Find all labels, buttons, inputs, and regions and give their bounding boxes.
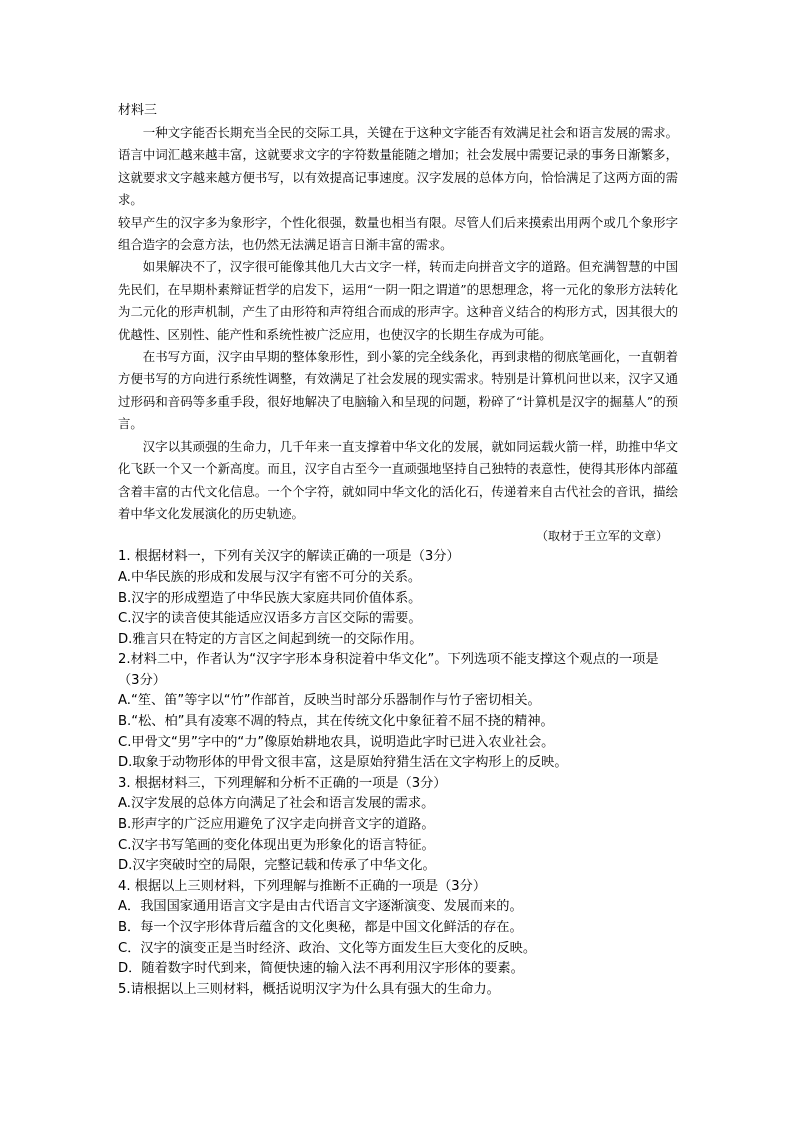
paragraph-1: 一种文字能否长期充当全民的交际工具，关键在于这种文字能否有效满足社会和语言发展的需求。语言中词汇越来越丰富，这就要求文字的字符数量能随之增加；社会发展中需要记录的事务日渐繁多，这就要求文字越来越方便书写，以有效提高记事速度。汉字发展的总体方向，恰恰满足了这两方面的需求。 bbox=[118, 125, 678, 208]
paragraph-2: 较早产生的汉字多为象形字，个性化很强，数量也相当有限。尽管人们后来摸索出用两个或几个象形字组合造字的会意方法，也仍然无法满足语言日渐丰富的需求。 bbox=[118, 214, 678, 253]
paragraph-4: 在书写方面，汉字由早期的整体象形性，到小篆的完全线条化，再到隶楷的彻底笔画化，一直朝着方便书写的方向进行系统性调整，有效满足了社会发展的现实需求。特别是计算机问世以来，汉字又通过形码和音码等多重手段，很好地解决了电脑输入和呈现的问题，粉碎了“计算机是汉字的掘墓人”的预言。 bbox=[118, 349, 678, 432]
question-4-option-b: B．每一个汉字形体背后蕴含的文化奥秘，都是中国文化鲜活的存在。 bbox=[118, 920, 523, 935]
paragraph-3: 如果解决不了，汉字很可能像其他几大古文字一样，转而走向拼音文字的道路。但充满智慧的中国先民们，在早期朴素辩证哲学的启发下，运用“一阴一阳之谓道”的思想理念，将一元化的象形方法转化为二元化的形声机制，产生了由形符和声符组合而成的形声字。这种音义结合的构形方式，因其很大的优越性、区别性、能产性和系统性被广泛应用，也使汉字的长期生存成为可能。 bbox=[118, 259, 678, 342]
material-title: 材料三 bbox=[118, 103, 158, 118]
paragraph-5: 汉字以其顽强的生命力，几千年来一直支撑着中华文化的发展，就如同运载火箭一样，助推中华文化飞跃一个又一个新高度。而且，汉字自古至今一直顽强地坚持自己独特的表意性，使得其形体内部蕴含着丰富的古代文化信息。一个个字符，就如同中华文化的活化石，传递着来自古代社会的音讯，描绘着中华文化发展演化的历史轨迹。 bbox=[118, 438, 678, 521]
document-page bbox=[118, 100, 678, 1000]
question-2-stem: 2.材料二中，作者认为“汉字字形本身积淀着中华文化”。下列选项不能支撑这个观点的一项是（3分） bbox=[118, 652, 659, 688]
question-4-option-c: C．汉字的演变正是当时经济、政治、文化等方面发生巨大变化的反映。 bbox=[118, 940, 537, 956]
question-3-option-b: B.形声字的广泛应用避免了汉字走向拼音文字的道路。 bbox=[118, 817, 435, 833]
question-3-option-a: A.汉字发展的总体方向满足了社会和语言发展的需求。 bbox=[118, 796, 435, 812]
question-1-option-b: B.汉字的形成塑造了中华民族大家庭共同价值体系。 bbox=[118, 590, 422, 606]
question-4-stem: 4. 根据以上三则材料，下列理解与推断不正确的一项是（3分） bbox=[118, 878, 487, 894]
question-2-option-d: D.取象于动物形体的甲骨文很丰富，这是原始狩猎生活在文字构形上的反映。 bbox=[118, 755, 568, 771]
question-1-option-d: D.雅言只在特定的方言区之间起到统一的交际作用。 bbox=[118, 631, 423, 647]
question-2-option-a: A.“笙、笛”等字以“竹”作部首，反映当时部分乐器制作与竹子密切相关。 bbox=[118, 693, 541, 709]
question-2-option-c: C.甲骨文“男”字中的“力”像原始耕地农具，说明造此字时已进入农业社会。 bbox=[118, 734, 555, 750]
source-citation: （取材于王立军的文章） bbox=[535, 529, 668, 544]
question-1-option-a: A.中华民族的形成和发展与汉字有密不可分的关系。 bbox=[118, 569, 422, 585]
question-2-option-b: B.“松、柏”具有凌寒不凋的特点，其在传统文化中象征着不屈不挠的精神。 bbox=[118, 714, 554, 730]
question-1-stem: 1. 根据材料一，下列有关汉字的解读正确的一项是（3分） bbox=[118, 549, 460, 565]
question-1-option-c: C.汉字的读音使其能适应汉语多方言区交际的需要。 bbox=[118, 611, 422, 627]
question-5-stem: 5.请根据以上三则材料，概括说明汉字为什么具有强大的生命力。 bbox=[118, 981, 500, 997]
question-3-stem: 3. 根据材料三，下列理解和分析不正确的一项是（3分） bbox=[118, 775, 447, 791]
question-3-option-c: C.汉字书写笔画的变化体现出更为形象化的语言特征。 bbox=[118, 837, 435, 853]
question-4-option-a: A．我国国家通用语言文字是由古代语言文字逐渐演变、发展而来的。 bbox=[118, 899, 523, 915]
question-4-option-d: D．随着数字时代到来，简便快速的输入法不再利用汉字形体的要素。 bbox=[118, 961, 524, 977]
question-3-option-d: D.汉字突破时空的局限，完整记载和传承了中华文化。 bbox=[118, 858, 436, 874]
